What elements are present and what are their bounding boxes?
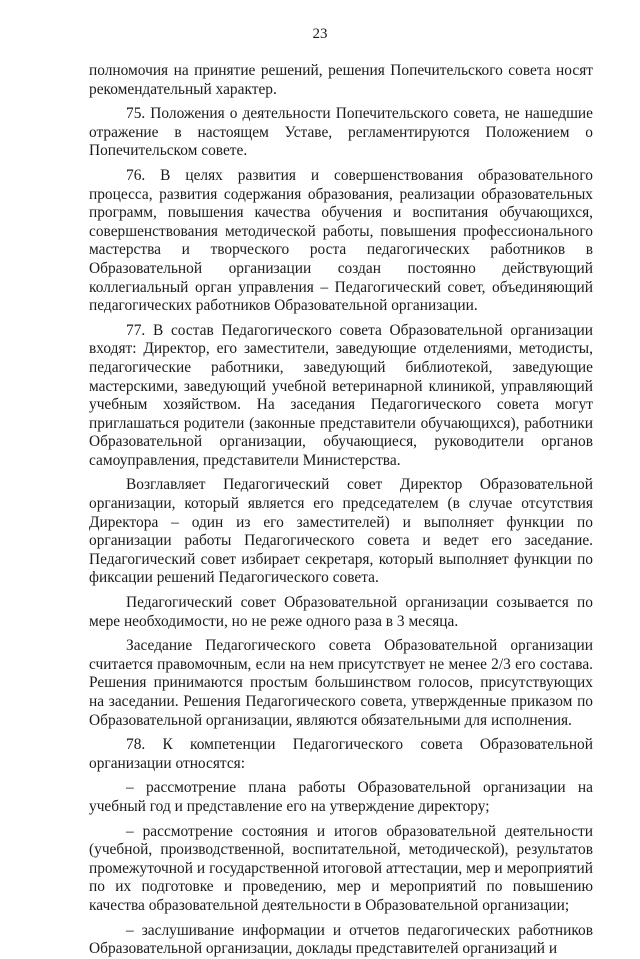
list-item-reports: – заслушивание информации и отчетов педагогических работников Образовательной организации, доклады представителей организаций и: [89, 921, 593, 958]
paragraph-continuation: полномочия на принятие решений, решения Попечительского совета носят рекомендательный характер.: [89, 62, 593, 98]
paragraph-78: 78. К компетенции Педагогического совета Образовательной организации относятся:: [89, 736, 593, 772]
paragraph-77-quorum: Заседание Педагогического совета Образовательной организации считается правомочным, если на нем присутствует не менее 2/3 его состава. Решения принимаются простым большинством голосов, присутствующих на заседании. Решения Педагогического совета, утвержденные приказом по Образовательной организации, являются обязательными для исполнения.: [89, 637, 593, 729]
paragraph-77: 77. В состав Педагогического совета Образовательной организации входят: Директор, его заместители, заведующие отделениями, методисты, педагогические работники, заведующий библиотекой, заведующие мастерскими, заведующий учебной ветеринарной клиникой, управляющий учебным хозяйством. На заседания Педагогического совета могут приглашаться родители (законные представители обучающихся), работники Образовательной организации, обучающиеся, руководители органов самоуправления, представители Министерства.: [89, 321, 593, 469]
page-number: 23: [312, 26, 328, 42]
paragraph-76: 76. В целях развития и совершенствования образовательного процесса, развития содержания образования, реализации образовательных программ, повышения качества обучения и воспитания обучающихся, совершенствования методической работы, повышения профессионального мастерства и творческого роста педагогических работников в Образовательной организации создан постоянно действующий коллегиальный орган управления – Педагогический совет, объединяющий педагогических работников Образовательной организации.: [89, 166, 593, 315]
paragraph-75: 75. Положения о деятельности Попечительского совета, не нашедшие отражение в настоящем Уставе, регламентируются Положением о Попечительском совете.: [89, 105, 593, 160]
list-item-plan: – рассмотрение плана работы Образовательной организации на учебный год и представление его на утверждение директору;: [89, 779, 593, 815]
list-item-results: – рассмотрение состояния и итогов образовательной деятельности (учебной, производственной, воспитательной, методической), результатов промежуточной и государственной итоговой аттестации, мер и мероприятий по их подготовке и проведению, мер и мероприятий по повышению качества образовательной деятельности в Образовательной организации;: [89, 822, 593, 914]
document-body: [89, 62, 593, 959]
paragraph-77-frequency: Педагогический совет Образовательной организации созывается по мере необходимости, но не реже одного раза в 3 месяца.: [89, 594, 593, 630]
paragraph-77-chair: Возглавляет Педагогический совет Директор Образовательной организации, который является его председателем (в случае отсутствия Директора – один из его заместителей) и выполняет функции по организации работы Педагогического совета и ведет его заседание. Педагогический совет избирает секретаря, который выполняет функции по фиксации решений Педагогического совета.: [89, 476, 593, 587]
